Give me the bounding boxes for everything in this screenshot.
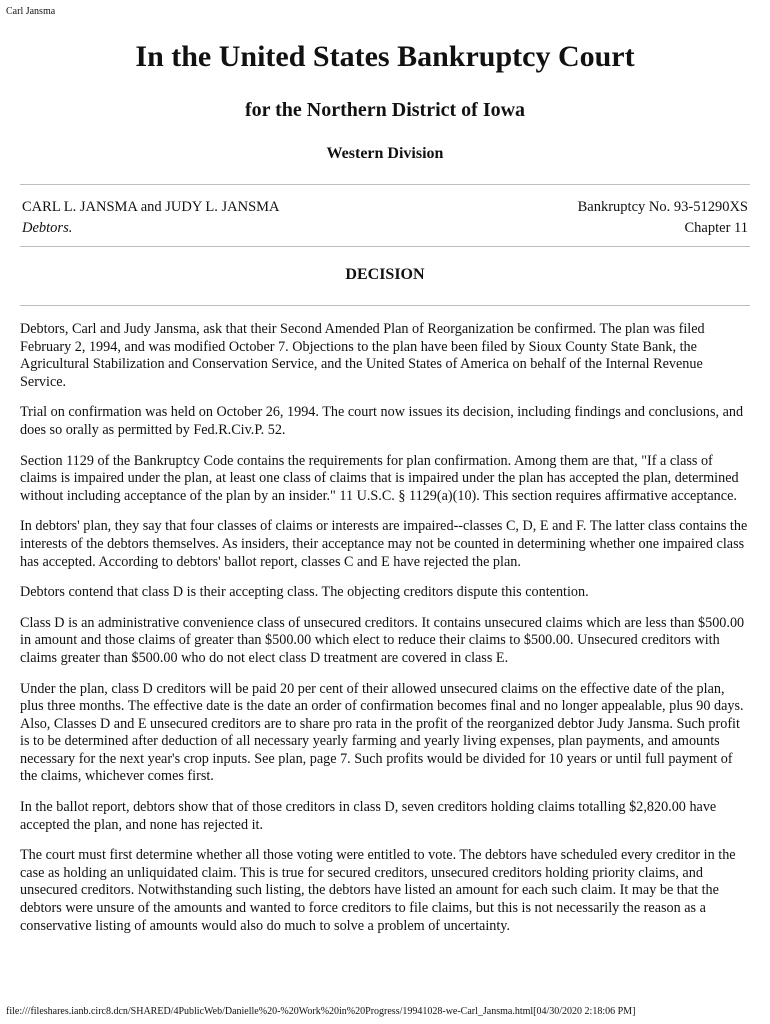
case-caption-numbers xyxy=(578,197,748,239)
paragraph: Under the plan, class D creditors will be paid 20 per cent of their allowed unsecured claims on the effective date of the plan, plus three months. The effective date is the date an order of confirmation becomes final and no longer appealable, plus 90 days. Also, Classes D and E unsecured creditors are to share pro rata in the profit of the reorganized debtor Judy Jansma. Such profit is to be determined after deduction of all necessary yearly farming and yearly living expenses, plan payments, and amounts necessary for the next year's crop inputs. See plan, page 7. Such profits would be divided for 10 years or until full payment of the claims, whichever comes first. xyxy=(20,680,744,785)
paragraph: Debtors, Carl and Judy Jansma, ask that their Second Amended Plan of Reorganization be confirmed. The plan was filed February 2, 1994, and was modified October 7. Objections to the plan have been filed by Sioux County State Bank, the Agricultural Stabilization and Conservation Service, and the United States of America on behalf of the Internal Revenue Service. xyxy=(20,321,705,390)
court-district: for the Northern District of Iowa xyxy=(244,99,526,121)
paragraph: In the ballot report, debtors show that of those creditors in class D, seven creditors holding claims totalling $2,820.00 have accepted the plan, and none has rejected it. xyxy=(20,799,717,833)
debtor-names: CARL L. JANSMA and JUDY L. JANSMA xyxy=(22,199,280,215)
case-number: Bankruptcy No. 93-51290XS xyxy=(577,199,748,215)
divider-bottom xyxy=(20,305,750,306)
chapter-label: Chapter 11 xyxy=(684,220,748,236)
divider-middle xyxy=(20,246,750,247)
footer-file-path: file:///fileshares.ianb.circ8.dcn/SHARED/4PublicWeb/Danielle%20-%20Work%20in%20Progress/19941028-we-Carl_Jansma.html[04/30/2020 2:18:06 PM] xyxy=(6,1006,636,1017)
divider-top xyxy=(20,184,750,185)
court-division: Western Division xyxy=(326,145,444,162)
paragraph: Debtors contend that class D is their accepting class. The objecting creditors dispute this contention. xyxy=(20,584,589,601)
court-title: In the United States Bankruptcy Court xyxy=(135,40,635,73)
debtor-role: Debtors. xyxy=(22,220,73,236)
paragraph: Section 1129 of the Bankruptcy Code contains the requirements for plan confirmation. Among them are that, "If a class of claims is impaired under the plan, at least one class of claims that is impaired under the plan has accepted the plan, determined without including acceptance of the plan by an insider." 11 U.S.C. § 1129(a)(10). This section requires affirmative acceptance. xyxy=(20,452,739,504)
paragraph: Class D is an administrative convenience class of unsecured creditors. It contains unsecured claims which are less than $500.00 in amount and those claims of greater than $500.00 which elect to reduce their claims to $500.00. Unsecured creditors with claims greater than $500.00 who do not elect class D treatment are covered in class E. xyxy=(20,614,745,666)
paragraph: Trial on confirmation was held on October 26, 1994. The court now issues its decision, including findings and conclusions, and does so orally as permitted by Fed.R.Civ.P. 52. xyxy=(20,404,744,438)
running-header: Carl Jansma xyxy=(6,6,56,17)
paragraph: The court must first determine whether all those voting were entitled to vote. The debtors have scheduled every creditor in the case as holding an unliquidated claim. This is true for secured creditors, unsecured creditors holding priority claims, and unsecured creditors. Notwithstanding such listing, the debtors have listed an amount for each such claim. It may be that the debtors were unsure of the amounts and wanted to force creditors to file claims, but this is not necessarily the reason as a conservative listing of amounts would also do much to solve a problem of uncertainty. xyxy=(20,847,736,934)
case-caption-parties xyxy=(22,197,280,239)
decision-heading: DECISION xyxy=(345,266,425,283)
paragraph: In debtors' plan, they say that four classes of claims or interests are impaired--classes C, D, E and F. The latter class contains the interests of the debtors themselves. As insiders, their acceptance may not be counted in determining whether one impaired class has accepted. According to debtors' ballot report, classes C and E have rejected the plan. xyxy=(20,518,748,570)
decision-body xyxy=(20,321,748,948)
